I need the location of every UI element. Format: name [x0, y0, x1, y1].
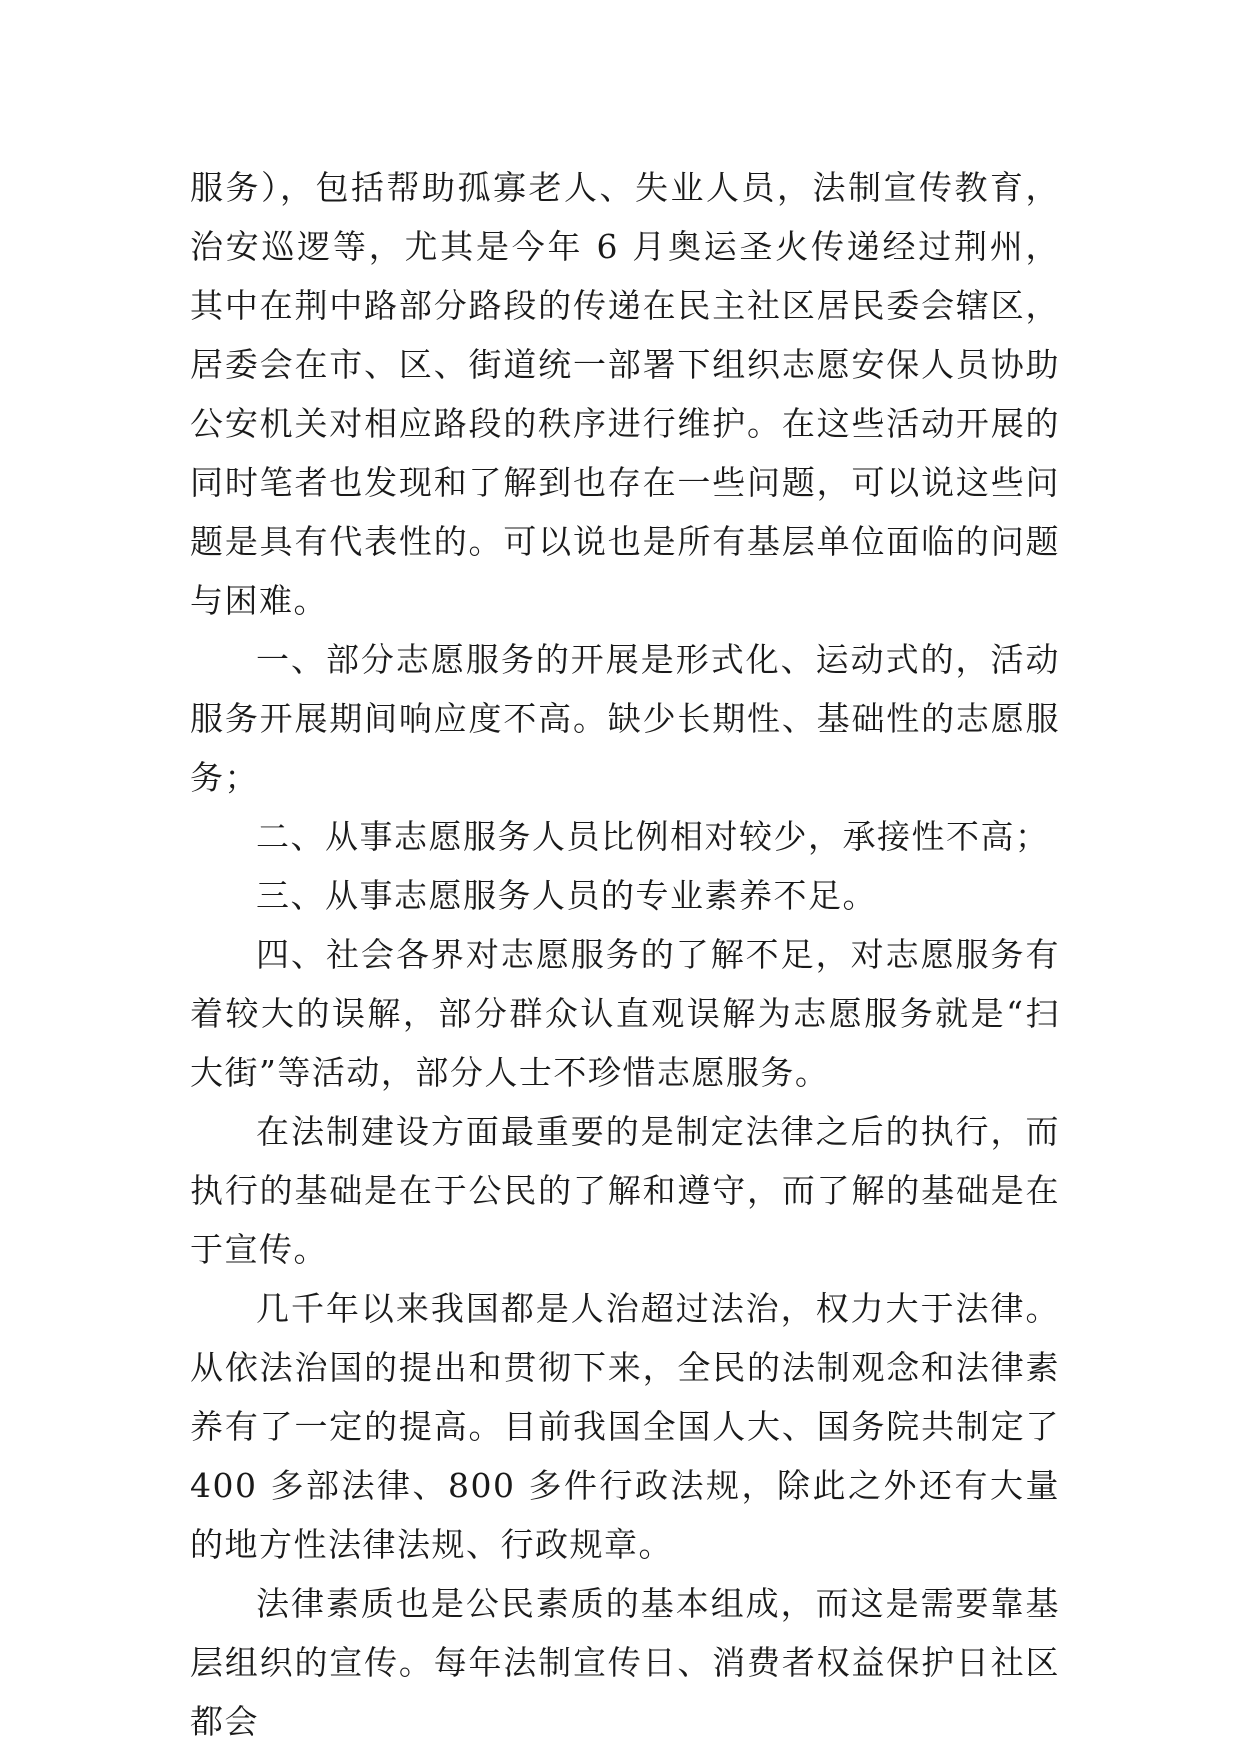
paragraph-continuation: 服务），包括帮助孤寡老人、失业人员，法制宣传教育，治安巡逻等，尤其是今年 6 月奥运圣火传递经过荆州，其中在荆中路部分路段的传递在民主社区居民委会辖区，居委会在市、区、街道统一部署下组织志愿安保人员协助公安机关对相应路段的秩序进行维护。在这些活动开展的同时笔者也发现和了解到也存在一些问题，可以说这些问题是具有代表性的。可以说也是所有基层单位面临的问题与困难。	[190, 168, 1060, 620]
paragraph-legal-quality: 法律素质也是公民素质的基本组成，而这是需要靠基层组织的宣传。每年法制宣传日、消费者权益保护日社区都会	[190, 1584, 1060, 1741]
paragraph-issue-three: 三、从事志愿服务人员的专业素养不足。	[256, 876, 877, 915]
paragraph-issue-one: 一、部分志愿服务的开展是形式化、运动式的，活动服务开展期间响应度不高。缺少长期性、基础性的志愿服务；	[190, 640, 1060, 797]
body-text	[190, 158, 1060, 1751]
paragraph-legal-construction: 在法制建设方面最重要的是制定法律之后的执行，而执行的基础是在于公民的了解和遵守，而了解的基础是在于宣传。	[190, 1112, 1060, 1269]
paragraph-issue-four: 四、社会各界对志愿服务的了解不足，对志愿服务有着较大的误解，部分群众认直观误解为志愿服务就是“扫大街”等活动，部分人士不珍惜志愿服务。	[190, 935, 1060, 1092]
paragraph-issue-two: 二、从事志愿服务人员比例相对较少，承接性不高；	[256, 817, 1050, 856]
paragraph-rule-of-law: 几千年以来我国都是人治超过法治，权力大于法律。从依法治国的提出和贯彻下来，全民的法制观念和法律素养有了一定的提高。目前我国全国人大、国务院共制定了 400 多部法律、800 多件行政法规，除此之外还有大量的地方性法律法规、行政规章。	[190, 1289, 1060, 1564]
